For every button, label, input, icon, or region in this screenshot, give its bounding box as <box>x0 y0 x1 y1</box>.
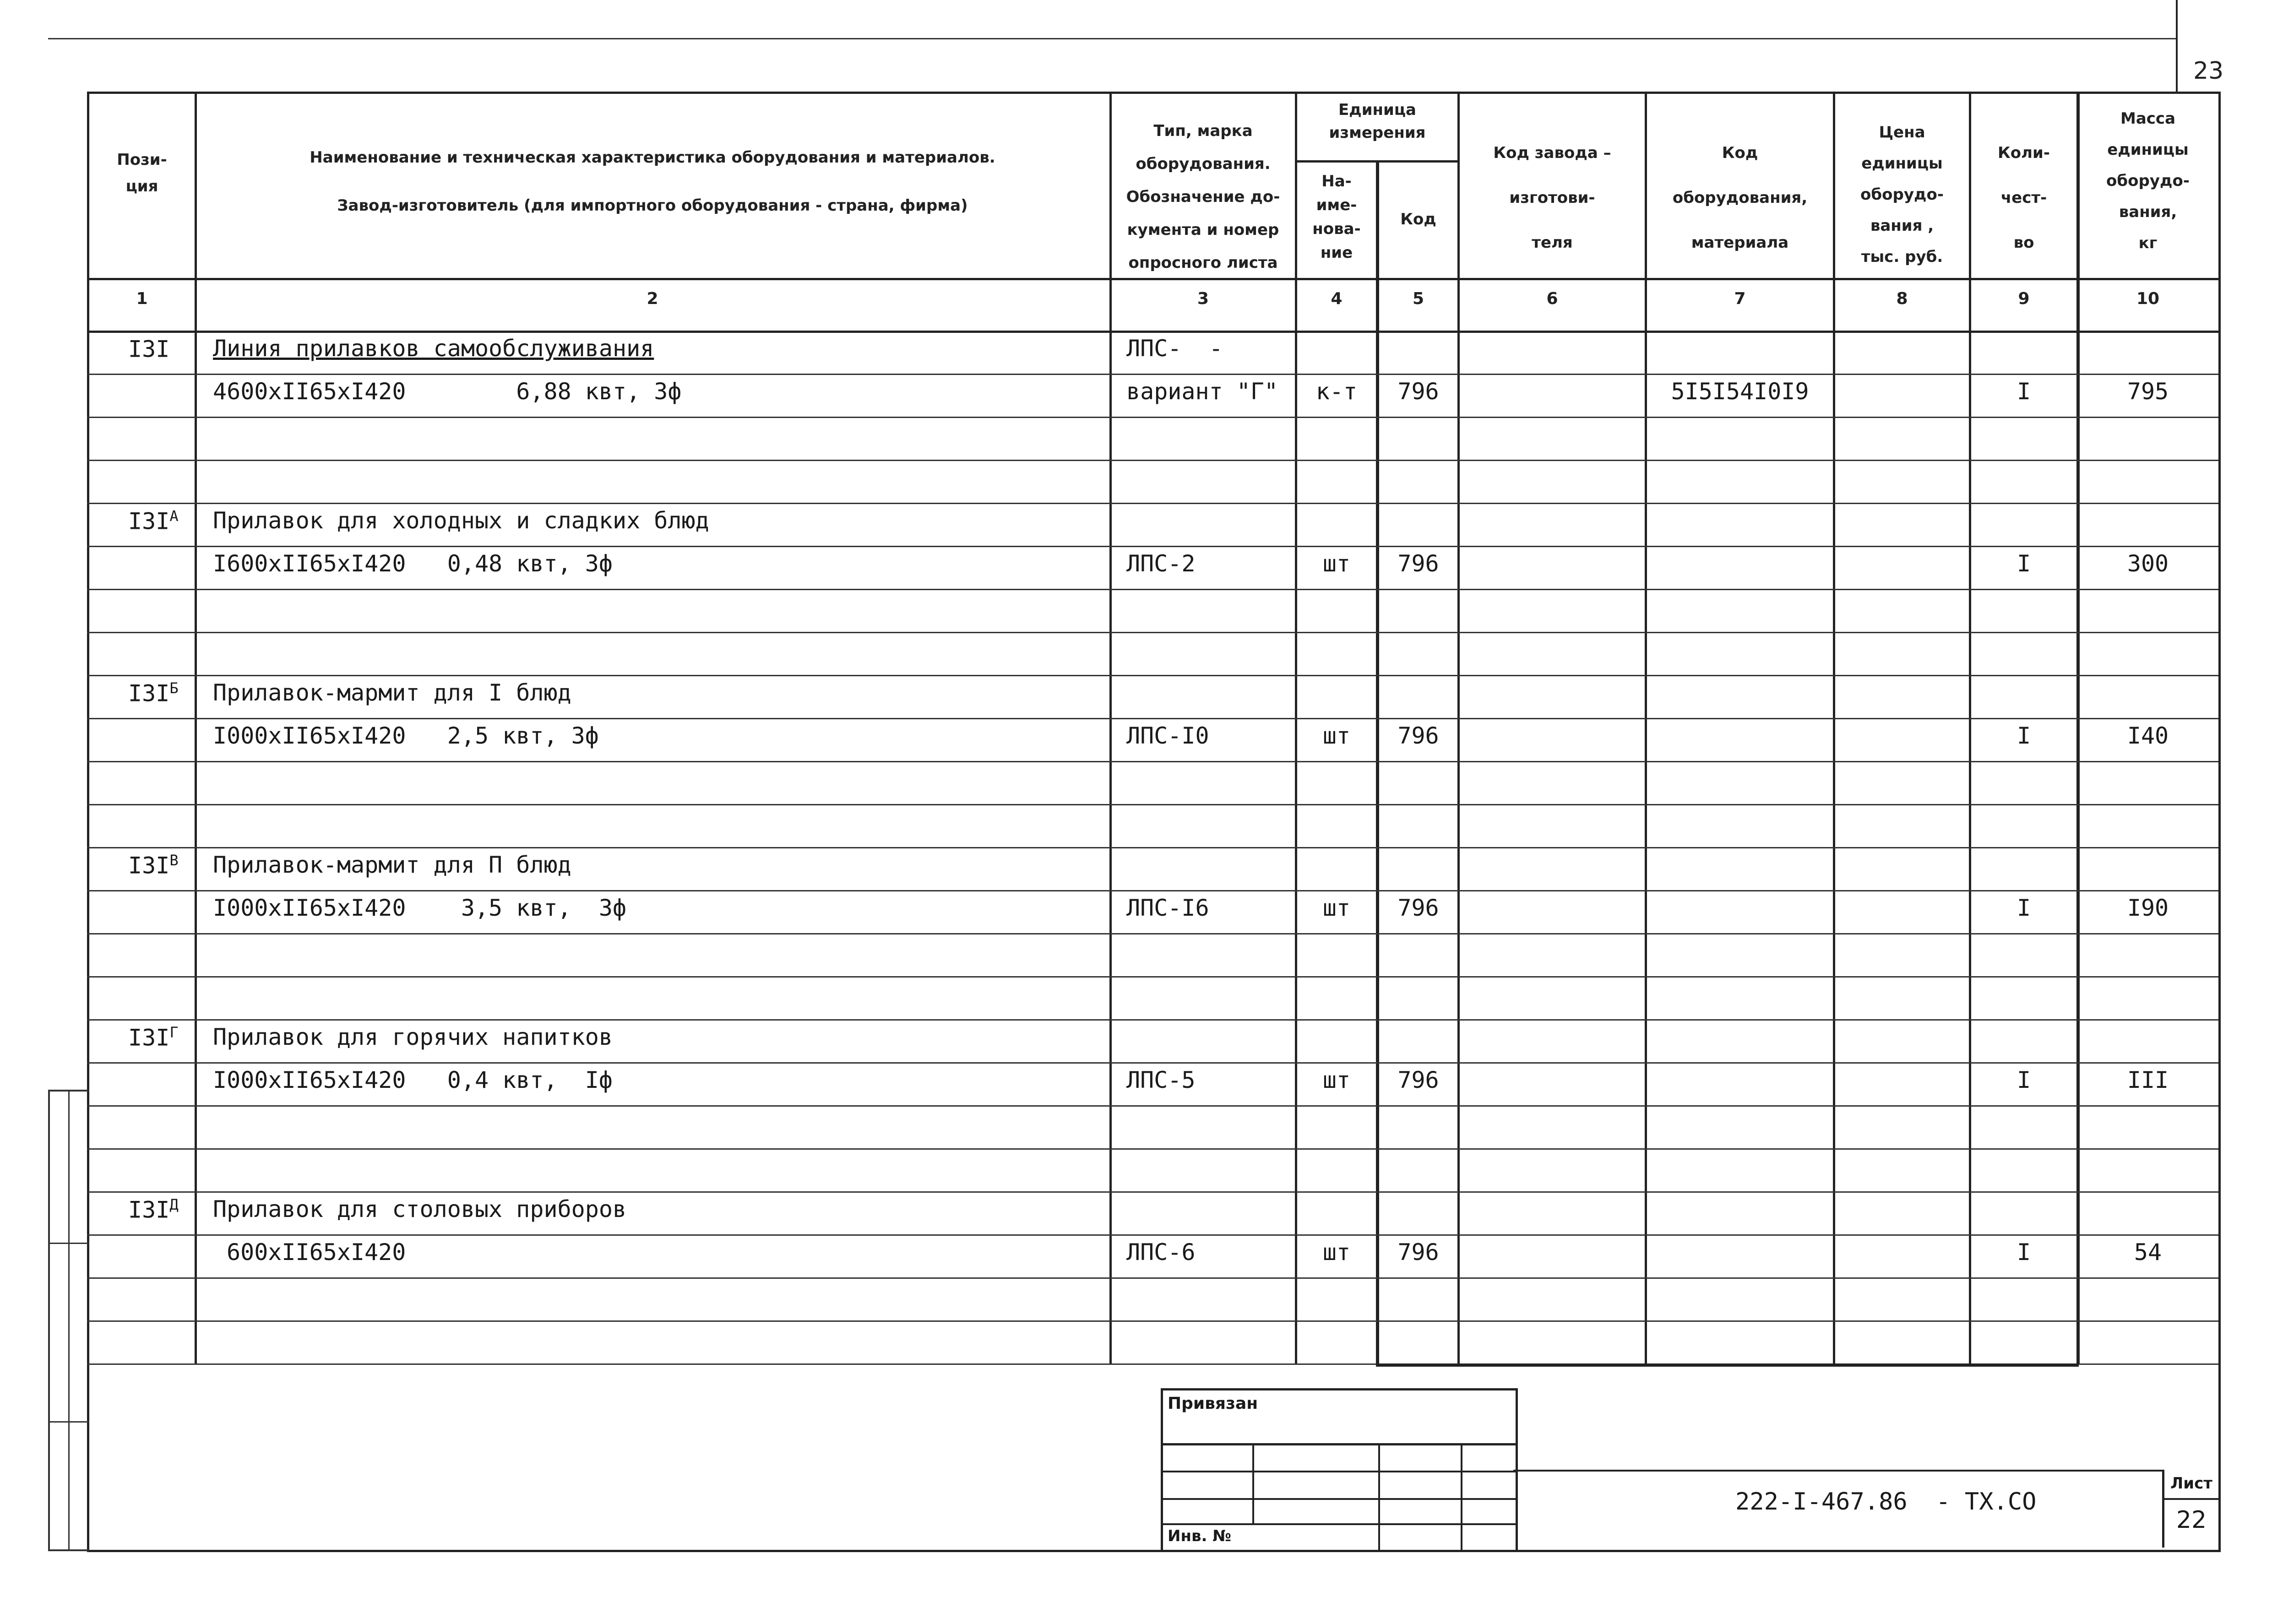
page-number-top: 23 <box>2193 57 2224 85</box>
item-position-suffix: В <box>169 852 179 869</box>
top-rule <box>48 38 2176 39</box>
item-type: вариант "Г" <box>1126 378 1278 405</box>
header-position: Пози- ция <box>117 151 167 196</box>
colnum-6: 6 <box>1546 289 1558 308</box>
row-line <box>87 933 2218 934</box>
item-mass: I40 <box>2127 722 2169 749</box>
sheet-label: Лист <box>2170 1474 2212 1493</box>
header-name: Наименование и техническая характеристика оборудования и материалов. Завод-изготовитель (для импортного оборудования - страна, фирма) <box>310 148 995 215</box>
page-number-box-border <box>2176 0 2178 92</box>
item-position-number: I3I <box>128 852 170 879</box>
bound-label: Привязан <box>1168 1394 1258 1413</box>
colnum-bottom-line <box>87 331 2218 333</box>
item-position <box>128 1024 179 1051</box>
item-position-number: I3I <box>128 336 170 363</box>
item-position-suffix: Б <box>169 679 179 697</box>
item-mass: III <box>2127 1067 2169 1093</box>
row-line <box>87 417 2218 418</box>
item-quantity: I <box>2017 1239 2031 1266</box>
item-position-suffix: Г <box>169 1024 179 1041</box>
colnum-8: 8 <box>1896 289 1908 308</box>
item-position <box>128 679 179 707</box>
colnum-7: 7 <box>1734 289 1746 308</box>
item-unit: шт <box>1322 1067 1351 1093</box>
header-unit-group: Единица измерения <box>1329 101 1426 142</box>
item-mass: 300 <box>2127 550 2169 577</box>
row-line <box>87 675 2218 676</box>
item-type: ЛПС-2 <box>1126 550 1196 577</box>
item-unit: шт <box>1322 895 1351 921</box>
row-line <box>87 1019 2218 1021</box>
item-name: Прилавок для горячих напитков <box>213 1024 613 1050</box>
header-mass: Масса единицы оборудо- вания, кг <box>2106 109 2190 252</box>
row-line <box>87 374 2218 375</box>
colnum-2: 2 <box>647 289 658 308</box>
col-divider-1 <box>195 92 197 1364</box>
header-unit-name: На- име- нова- ние <box>1312 172 1361 262</box>
item-quantity: I <box>2017 1067 2031 1093</box>
row-line <box>87 1234 2218 1236</box>
item-position-suffix: А <box>169 507 179 525</box>
row-line <box>87 890 2218 891</box>
item-spec: 4600xII65xI420 6,88 квт, 3ф <box>213 378 682 405</box>
item-equipment-code: 5I5I54I0I9 <box>1671 378 1809 405</box>
header-quantity: Коли- чест- во <box>1998 144 2050 252</box>
item-position-number: I3I <box>128 1024 170 1051</box>
colnum-5: 5 <box>1412 289 1424 308</box>
spec-table-frame <box>87 92 2221 1552</box>
header-equipment-code: Код оборудования, материала <box>1672 144 1808 252</box>
item-unit-code: 796 <box>1397 895 1439 921</box>
item-quantity: I <box>2017 550 2031 577</box>
item-type: ЛПС-I0 <box>1126 722 1209 749</box>
item-unit: к-т <box>1315 378 1358 405</box>
item-type: ЛПС-6 <box>1126 1239 1196 1266</box>
document-code: 222-I-467.86 - ТХ.СО <box>1735 1488 2037 1515</box>
row-line <box>87 718 2218 719</box>
col-divider-2 <box>1109 92 1112 1364</box>
item-spec: I600xII65xI420 0,48 квт, 3ф <box>213 550 613 577</box>
item-name: Прилавок-мармит для I блюд <box>213 679 571 706</box>
item-spec: 600xII65xI420 <box>227 1239 406 1266</box>
col-divider-4 <box>1376 160 1379 1364</box>
item-unit-code: 796 <box>1397 1239 1439 1266</box>
item-name: Прилавок-мармит для П блюд <box>213 852 571 878</box>
row-line <box>87 804 2218 805</box>
item-position-number: I3I <box>128 1196 170 1223</box>
col-divider-5 <box>1457 92 1460 1364</box>
item-position-number: I3I <box>128 680 170 707</box>
colnum-9: 9 <box>2018 289 2030 308</box>
item-type: ЛПС-I6 <box>1126 895 1209 921</box>
colnum-1: 1 <box>136 289 148 308</box>
item-name: Линия прилавков самообслуживания <box>213 335 654 362</box>
item-position <box>128 852 179 879</box>
item-position-suffix: Д <box>169 1196 179 1213</box>
row-line <box>87 1105 2218 1107</box>
col-divider-6 <box>1645 92 1647 1364</box>
item-unit: шт <box>1322 722 1351 749</box>
item-unit-code: 796 <box>1397 378 1439 405</box>
row-line <box>87 761 2218 762</box>
item-unit: шт <box>1322 1239 1351 1266</box>
item-position <box>128 1196 179 1223</box>
inv-label: Инв. № <box>1168 1527 1232 1545</box>
row-line <box>87 1148 2218 1150</box>
data-bottom-line <box>1376 1363 2079 1367</box>
colnum-4: 4 <box>1331 289 1343 308</box>
item-unit-code: 796 <box>1397 550 1439 577</box>
left-margin-stamp <box>48 1090 89 1551</box>
row-line <box>87 1062 2218 1064</box>
header-plant-code: Код завода – изготови- теля <box>1493 144 1611 252</box>
item-unit: шт <box>1322 550 1351 577</box>
item-unit-code: 796 <box>1397 1067 1439 1093</box>
row-line <box>87 1277 2218 1279</box>
row-line <box>87 976 2218 978</box>
row-line <box>87 1191 2218 1193</box>
row-line <box>87 589 2218 590</box>
item-spec: I000xII65xI420 0,4 квт, Iф <box>213 1067 613 1093</box>
item-spec: I000xII65xI420 3,5 квт, 3ф <box>213 895 627 921</box>
item-quantity: I <box>2017 722 2031 749</box>
sheet-number: 22 <box>2176 1506 2207 1534</box>
item-position <box>128 507 179 535</box>
item-position-number: I3I <box>128 508 170 535</box>
sheet-number-box <box>2162 1470 2218 1548</box>
row-line <box>87 847 2218 848</box>
col-divider-7 <box>1833 92 1835 1364</box>
item-quantity: I <box>2017 378 2031 405</box>
row-line <box>87 1320 2218 1322</box>
item-spec: I000xII65xI420 2,5 квт, 3ф <box>213 722 599 749</box>
row-line <box>87 460 2218 461</box>
colnum-3: 3 <box>1197 289 1209 308</box>
row-line <box>87 546 2218 547</box>
header-price: Цена единицы оборудо- вания , тыс. руб. <box>1860 123 1944 266</box>
item-name: Прилавок для холодных и сладких блюд <box>213 507 709 534</box>
item-position <box>128 335 169 363</box>
doc-code-top-line <box>1513 1470 2163 1472</box>
row-line <box>87 503 2218 504</box>
header-type: Тип, марка оборудования. Обозначение до- кумента и номер опросного листа <box>1126 122 1280 272</box>
item-name: Прилавок для столовых приборов <box>213 1196 627 1222</box>
bound-stamp <box>1161 1388 1518 1552</box>
colnum-10: 10 <box>2136 289 2160 308</box>
row-line <box>87 632 2218 633</box>
item-unit-code: 796 <box>1397 722 1439 749</box>
item-mass: 795 <box>2127 378 2169 405</box>
item-mass: I90 <box>2127 895 2169 921</box>
item-type-line1: ЛПС- - <box>1126 335 1223 362</box>
item-quantity: I <box>2017 895 2031 921</box>
item-mass: 54 <box>2134 1239 2162 1266</box>
col-divider-9 <box>2076 92 2080 1364</box>
item-type: ЛПС-5 <box>1126 1067 1196 1093</box>
header-unit-code: Код <box>1400 210 1436 228</box>
